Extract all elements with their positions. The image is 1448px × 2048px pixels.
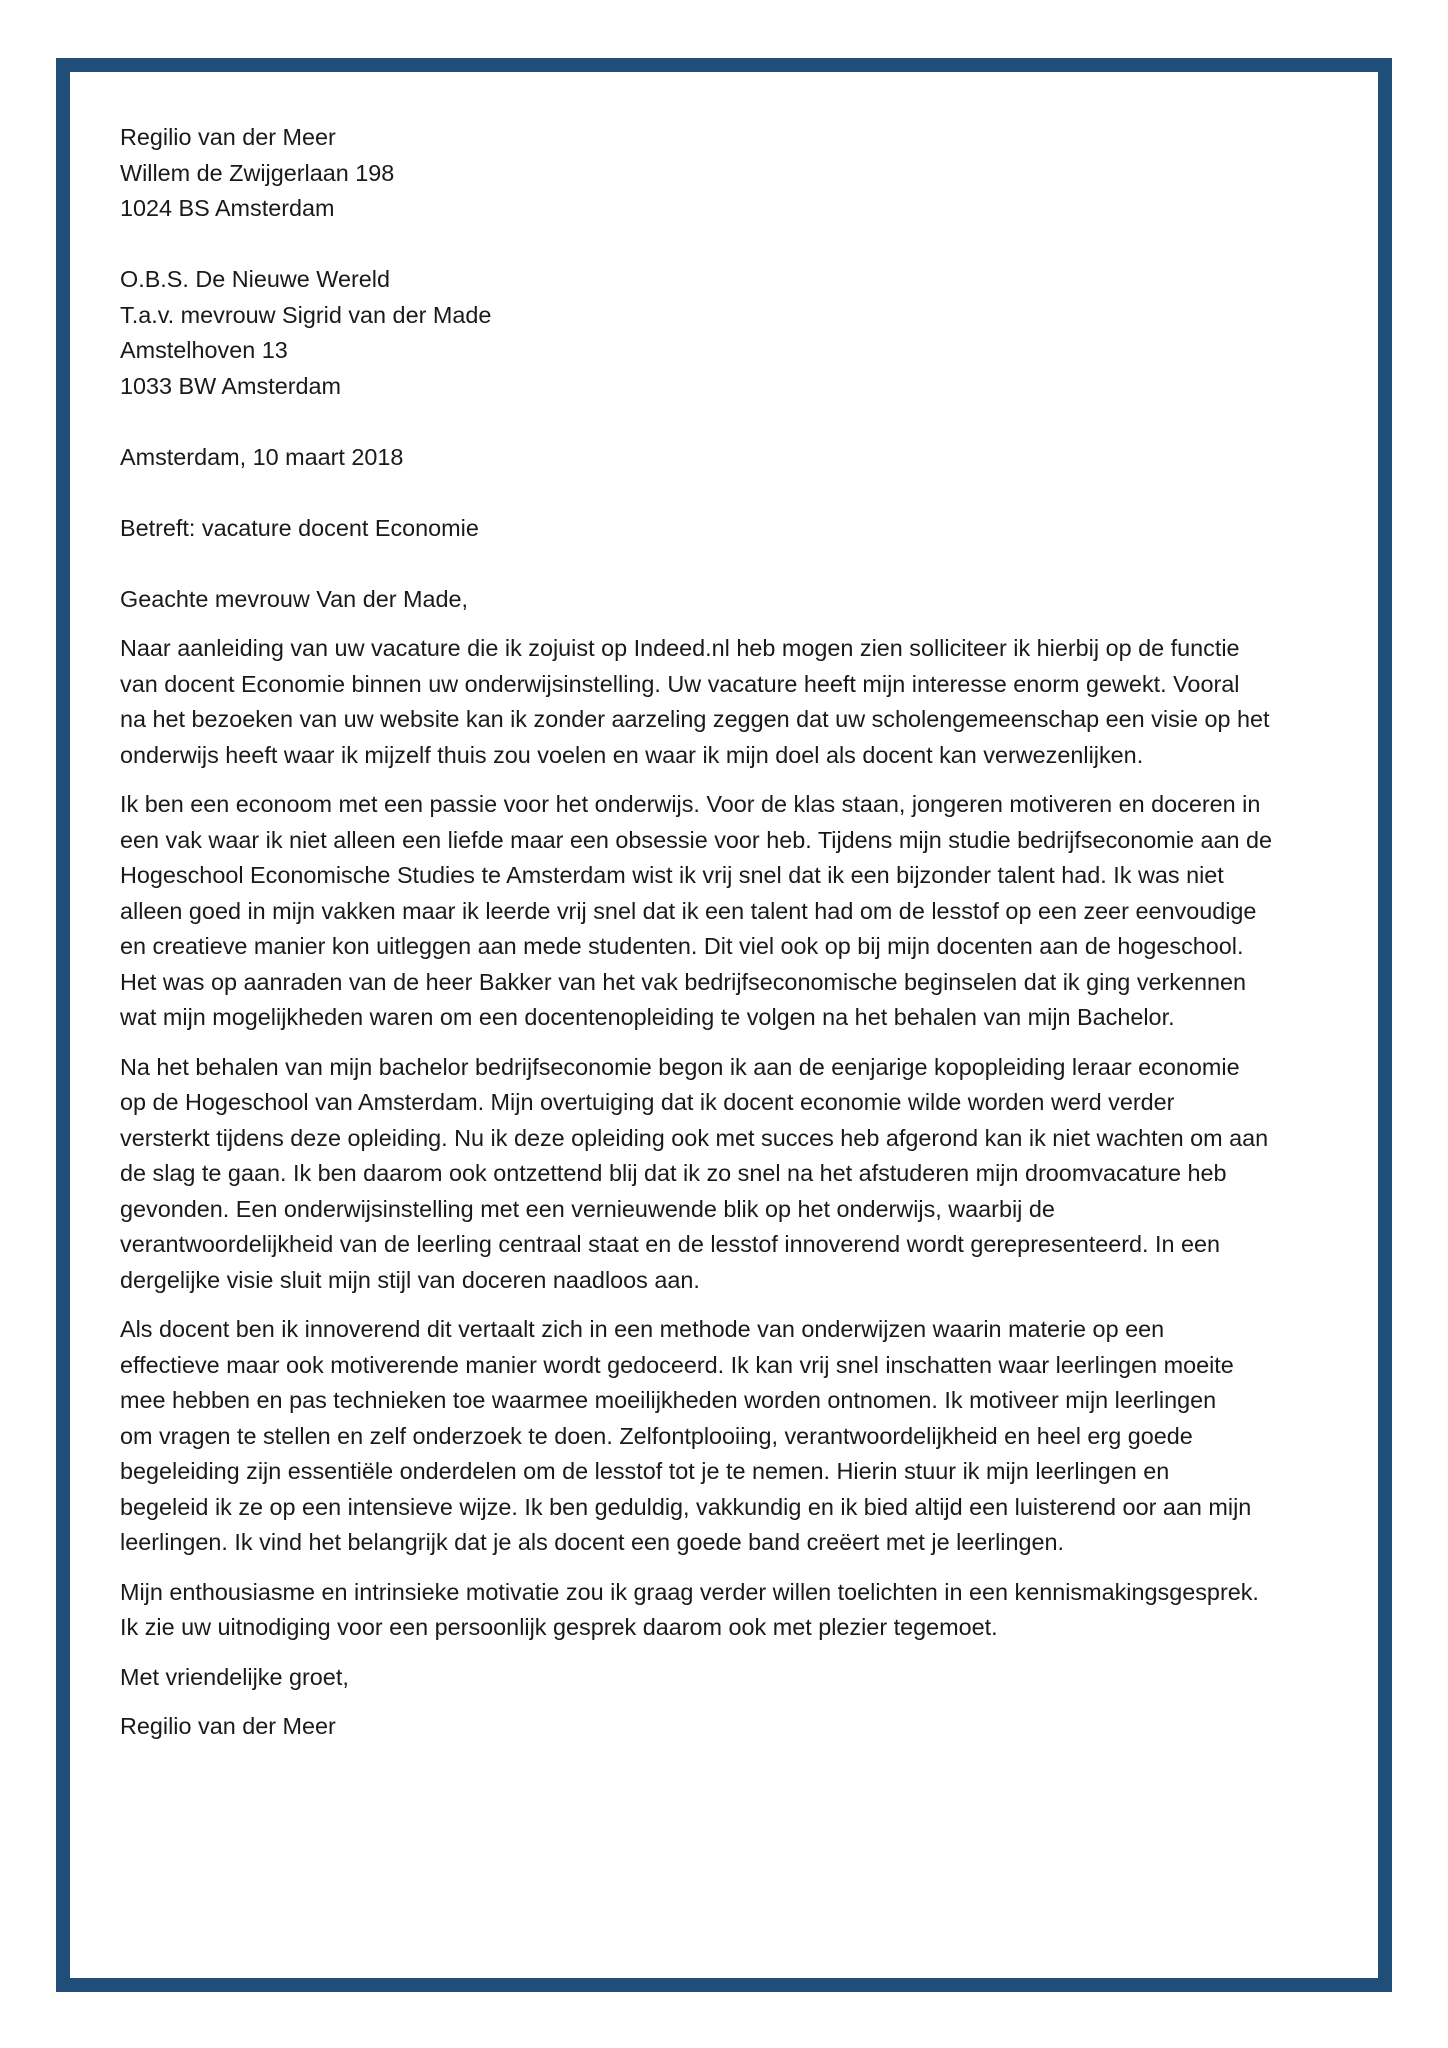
recipient-org: O.B.S. De Nieuwe Wereld [120, 266, 390, 292]
paragraph-line: dergelijke visie sluit mijn stijl van doceren naadloos aan. [120, 1266, 700, 1293]
paragraph-line: Mijn enthousiasme en intrinsieke motivatie zou ik graag verder willen toelichten in een kennismakingsgesprek. [120, 1578, 1259, 1605]
paragraph-3 [120, 1050, 1340, 1299]
paragraph-line: Als docent ben ik innoverend dit vertaalt zich in een methode van onderwijzen waarin materie op een [120, 1316, 1165, 1342]
letter-signature: Regilio van der Meer [120, 1713, 336, 1739]
paragraph-4 [120, 1312, 1340, 1561]
letter-body [120, 120, 1340, 1745]
paragraph-line: een vak waar ik niet alleen een liefde maar een obsessie voor heb. Tijdens mijn studie bedrijfseconomie aan de [120, 826, 1273, 853]
paragraph-line: Ik ben een econoom met een passie voor het onderwijs. Voor de klas staan, jongeren motiveren en doceren in [120, 791, 1261, 817]
paragraph-line: effectieve maar ook motiverende manier wordt gedoceerd. Ik kan vrij snel inschatten waar leerlingen moeite [120, 1351, 1234, 1378]
paragraph-line: Na het behalen van mijn bachelor bedrijfseconomie begon ik aan de eenjarige kopopleiding leraar economie [120, 1053, 1240, 1080]
recipient-city: 1033 BW Amsterdam [120, 372, 341, 399]
recipient-attn: T.a.v. mevrouw Sigrid van der Made [120, 301, 492, 328]
sender-address [120, 120, 1340, 227]
letter-subject: Betreft: vacature docent Economie [120, 514, 479, 541]
recipient-street: Amstelhoven 13 [120, 337, 288, 363]
paragraph-line: begeleiding zijn essentiële onderdelen om de lesstof tot je te nemen. Hierin stuur ik mijn leerlingen en [120, 1458, 1170, 1484]
sender-city: 1024 BS Amsterdam [120, 195, 335, 221]
recipient-address [120, 262, 1340, 404]
paragraph-line: alleen goed in mijn vakken maar ik leerde vrij snel dat ik een talent had om de lesstof op een zeer eenvoudige [120, 897, 1257, 924]
paragraph-line: begeleid ik ze op een intensieve wijze. Ik ben geduldig, vakkundig en ik bied altijd een luisterend oor aan mijn [120, 1493, 1252, 1520]
paragraph-line: wat mijn mogelijkheden waren om een docentenopleiding te volgen na het behalen van mijn Bachelor. [120, 1004, 1175, 1030]
paragraph-line: Ik zie uw uitnodiging voor een persoonlijk gesprek daarom ook met plezier tegemoet. [120, 1614, 998, 1640]
letter-date: Amsterdam, 10 maart 2018 [120, 443, 404, 470]
paragraph-line: en creatieve manier kon uitleggen aan mede studenten. Dit viel ook op bij mijn docenten aan de hogeschool. [120, 933, 1244, 959]
paragraph-line: versterkt tijdens deze opleiding. Nu ik deze opleiding ook met succes heb afgerond kan ik niet wachten om aan [120, 1124, 1269, 1151]
paragraph-5 [120, 1575, 1340, 1646]
sender-name: Regilio van der Meer [120, 124, 336, 150]
paragraph-line: Naar aanleiding van uw vacature die ik zojuist op Indeed.nl heb mogen zien solliciteer ik hierbij op de functie [120, 635, 1240, 661]
paragraph-line: om vragen te stellen en zelf onderzoek te doen. Zelfontplooiing, verantwoordelijkheid en heel erg goede [120, 1422, 1193, 1449]
paragraph-line: van docent Economie binnen uw onderwijsinstelling. Uw vacature heeft mijn interesse enorm gewekt. Vooral [120, 670, 1240, 697]
paragraph-line: gevonden. Een onderwijsinstelling met een vernieuwende blik op het onderwijs, waarbij de [120, 1195, 1055, 1222]
paragraph-line: op de Hogeschool van Amsterdam. Mijn overtuiging dat ik docent economie wilde worden werd verder [120, 1089, 1175, 1115]
paragraph-line: de slag te gaan. Ik ben daarom ook ontzettend blij dat ik zo snel na het afstuderen mijn droomvacature heb [120, 1160, 1227, 1186]
paragraph-line: verantwoordelijkheid van de leerling centraal staat en de lesstof innoverend wordt gerepresenteerd. In een [120, 1231, 1221, 1257]
paragraph-line: Het was op aanraden van de heer Bakker van het vak bedrijfseconomische beginselen dat ik ging verkennen [120, 968, 1247, 995]
sender-street: Willem de Zwijgerlaan 198 [120, 159, 395, 186]
paragraph-1 [120, 631, 1340, 773]
paragraph-line: mee hebben en pas technieken toe waarmee moeilijkheden worden ontnomen. Ik motiveer mijn leerlingen [120, 1387, 1217, 1413]
paragraph-2 [120, 787, 1340, 1036]
letter-salutation: Geachte mevrouw Van der Made, [120, 585, 469, 612]
paragraph-line: na het bezoeken van uw website kan ik zonder aarzeling zeggen dat uw scholengemeenschap een visie op het [120, 706, 1270, 732]
letter-closing: Met vriendelijke groet, [120, 1663, 349, 1690]
paragraph-line: onderwijs heeft waar ik mijzelf thuis zou voelen en waar ik mijn doel als docent kan verwezenlijken. [120, 741, 1144, 768]
paragraph-line: Hogeschool Economische Studies te Amsterdam wist ik vrij snel dat ik een bijzonder talent had. Ik was niet [120, 862, 1224, 888]
paragraph-line: leerlingen. Ik vind het belangrijk dat je als docent een goede band creëert met je leerlingen. [120, 1529, 1065, 1555]
